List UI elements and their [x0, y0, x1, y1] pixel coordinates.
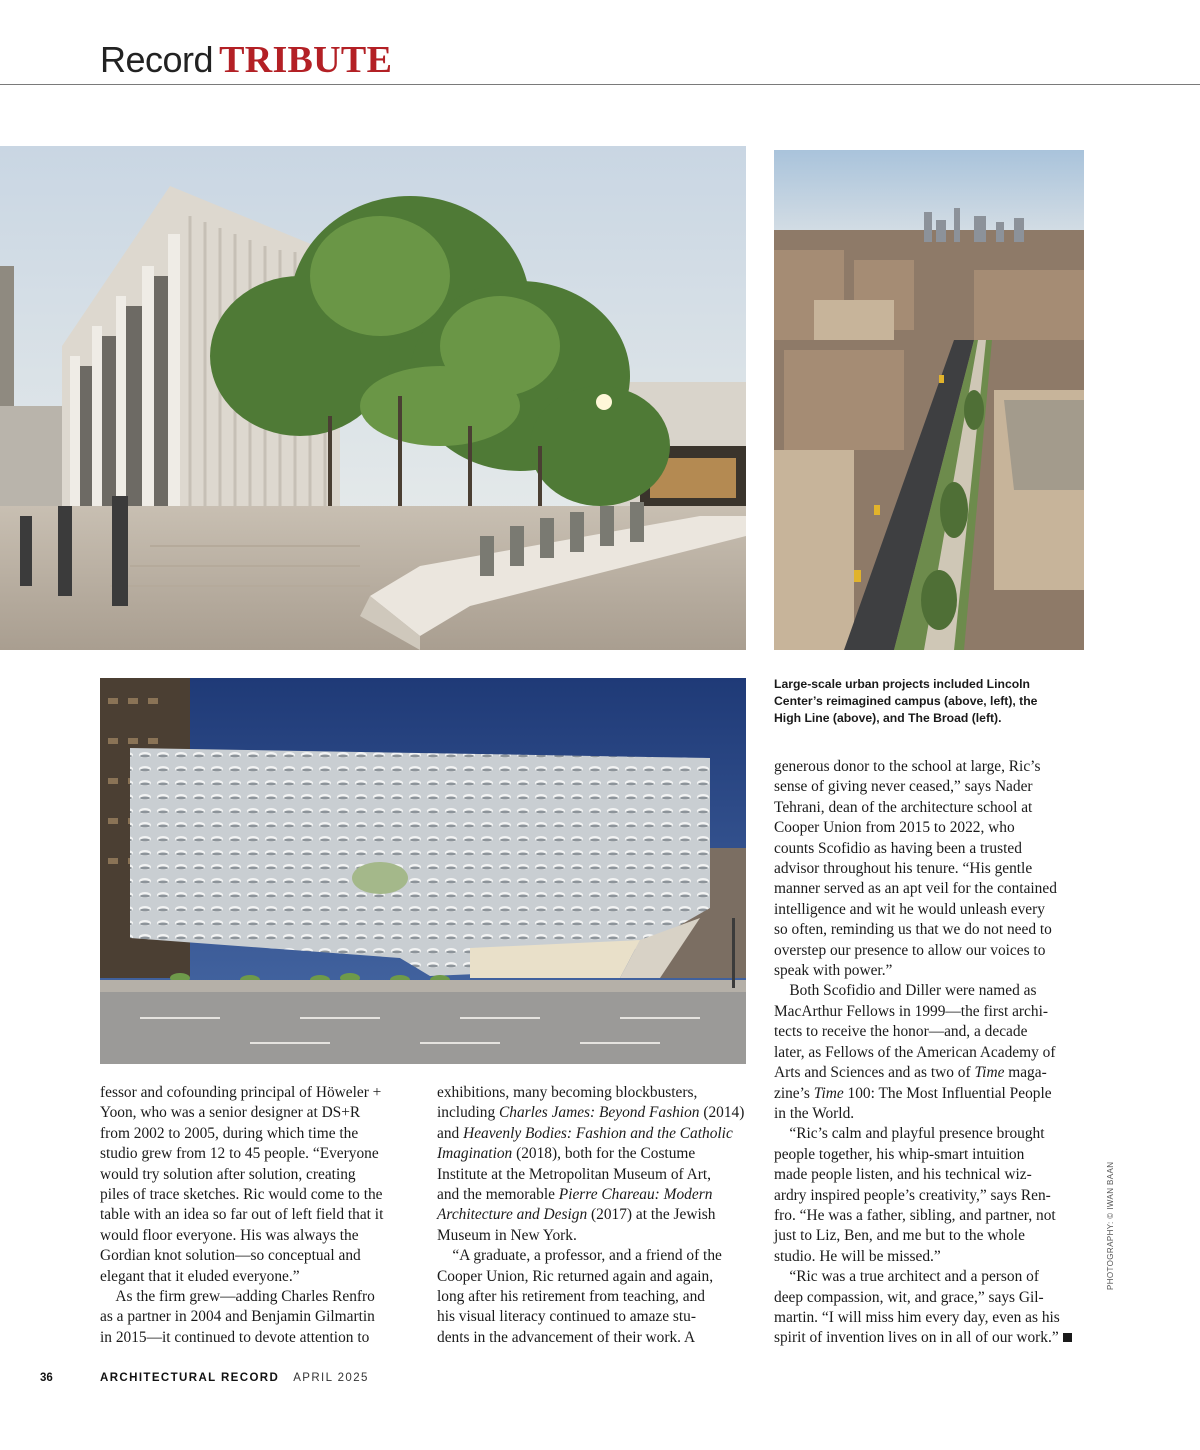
- body-text: (2017) at the Jewish: [587, 1206, 716, 1224]
- body-line: exhibitions, many becoming blockbusters,: [437, 1084, 698, 1101]
- body-line: just to Liz, Ben, and me but to the whole: [774, 1227, 1025, 1245]
- body-line: “Ric was a true architect and a person of: [774, 1268, 1039, 1286]
- body-column-3: [774, 757, 1084, 1349]
- exhibition-title: Imagination: [437, 1145, 513, 1163]
- body-line: so often, reminding us that we do not need to: [774, 921, 1052, 939]
- body-line: overstep our presence to allow our voices to: [774, 941, 1046, 959]
- body-line: Both Scofidio and Diller were named as: [774, 982, 1037, 1000]
- body-line: tects to receive the honor—and, a decade: [774, 1023, 1028, 1041]
- caption-line: Center’s reimagined campus (above, left), the: [774, 694, 1038, 708]
- body-text: spirit of invention lives on in all of our work.”: [774, 1329, 1059, 1347]
- body-line: Yoon, who was a senior designer at DS+R: [100, 1104, 361, 1122]
- body-line: Cooper Union, Ric returned again and again,: [437, 1267, 714, 1285]
- body-line: As the firm grew—adding Charles Renfro: [100, 1288, 375, 1306]
- body-line: his visual literacy continued to amaze stu-: [437, 1308, 696, 1326]
- body-line: [774, 1084, 1084, 1104]
- body-line: [437, 1144, 747, 1164]
- body-line: made people listen, and his technical wiz-: [774, 1166, 1032, 1184]
- exhibition-title: Charles James: Beyond Fashion: [498, 1104, 700, 1122]
- caption-line: High Line (above), and The Broad (left).: [774, 711, 1002, 725]
- section-label: Record: [100, 39, 214, 80]
- body-text: zine’s: [774, 1084, 814, 1102]
- body-line: Tehrani, dean of the architecture school at: [774, 798, 1033, 816]
- page-footer: [40, 1372, 369, 1384]
- section-title: TRIBUTE: [219, 39, 393, 81]
- body-line: Museum in New York.: [437, 1226, 577, 1244]
- body-line: would floor everyone. His was always the: [100, 1226, 359, 1244]
- body-line: [437, 1124, 747, 1144]
- photo-credit-text: PHOTOGRAPHY: © IWAN BAAN: [1106, 1161, 1115, 1290]
- body-line: in 2015—it continued to devote attention to: [100, 1328, 370, 1346]
- body-line: generous donor to the school at large, Ric’s: [774, 758, 1041, 775]
- body-line: deep compassion, wit, and grace,” says Gil-: [774, 1288, 1044, 1306]
- body-line: Institute at the Metropolitan Museum of Art,: [437, 1165, 711, 1183]
- body-line: martin. “I will miss him every day, even as his: [774, 1308, 1060, 1326]
- magazine-name: ARCHITECTURAL RECORD: [100, 1372, 280, 1384]
- section-header: [100, 38, 392, 86]
- body-line: fessor and cofounding principal of Höweler +: [100, 1084, 382, 1101]
- end-mark-icon: [1063, 1333, 1072, 1342]
- body-column-1: [100, 1083, 410, 1348]
- body-line: “Ric’s calm and playful presence brought: [774, 1125, 1045, 1143]
- body-line: Gordian knot solution—so conceptual and: [100, 1247, 361, 1265]
- body-line: later, as Fellows of the American Academy of: [774, 1043, 1056, 1061]
- photo-caption: [774, 676, 1074, 727]
- body-line: advisor throughout his tenure. “His gentle: [774, 860, 1033, 878]
- issue-date: APRIL 2025: [293, 1372, 369, 1384]
- body-line: table with an idea so far out of left field that it: [100, 1206, 384, 1224]
- body-line: from 2002 to 2005, during which time the: [100, 1124, 359, 1142]
- magazine-title: Time: [974, 1064, 1005, 1082]
- lincoln-center-photo: [0, 146, 746, 650]
- exhibition-title: Pierre Chareau: Modern: [558, 1186, 713, 1204]
- body-line: elegant that it eluded everyone.”: [100, 1267, 300, 1285]
- body-text: and the memorable: [437, 1186, 559, 1204]
- body-text: Arts and Sciences and as two of: [774, 1064, 975, 1082]
- body-text: 100: The Most Influential People: [843, 1084, 1052, 1102]
- body-line: fro. “He was a father, sibling, and partner, not: [774, 1206, 1056, 1224]
- body-line: studio grew from 12 to 45 people. “Everyone: [100, 1145, 379, 1163]
- exhibition-title: Architecture and Design: [437, 1206, 588, 1224]
- body-text: maga-: [1004, 1064, 1047, 1082]
- body-line: [774, 1063, 1084, 1083]
- body-line: [774, 1328, 1084, 1348]
- body-line: Cooper Union from 2015 to 2022, who: [774, 819, 1015, 837]
- body-line: dents in the advancement of their work. A: [437, 1328, 696, 1346]
- body-text: (2018), both for the Costume: [512, 1145, 696, 1163]
- header-rule: [0, 84, 1200, 85]
- magazine-title: Time: [813, 1084, 844, 1102]
- body-line: studio. He will be missed.”: [774, 1247, 941, 1265]
- body-line: piles of trace sketches. Ric would come to the: [100, 1186, 383, 1204]
- high-line-photo: [774, 150, 1084, 650]
- body-line: intelligence and wit he would unleash every: [774, 900, 1045, 918]
- body-line: [437, 1103, 747, 1123]
- body-text: and: [437, 1124, 464, 1142]
- body-line: [437, 1205, 747, 1225]
- body-line: long after his retirement from teaching, and: [437, 1288, 705, 1306]
- body-line: as a partner in 2004 and Benjamin Gilmartin: [100, 1308, 375, 1326]
- body-line: in the World.: [774, 1104, 855, 1122]
- body-line: counts Scofidio as having been a trusted: [774, 839, 1022, 857]
- body-line: manner served as an apt veil for the contained: [774, 880, 1057, 898]
- body-text: including: [437, 1104, 499, 1122]
- body-line: [437, 1185, 747, 1205]
- caption-line: Large-scale urban projects included Lincoln: [774, 677, 1030, 691]
- body-column-2: [437, 1083, 747, 1348]
- exhibition-title: Heavenly Bodies: Fashion and the Catholic: [463, 1124, 733, 1142]
- body-line: “A graduate, a professor, and a friend of the: [437, 1247, 722, 1265]
- body-line: ardry inspired people’s creativity,” says Ren-: [774, 1186, 1051, 1204]
- body-text: (2014): [699, 1104, 745, 1122]
- page-number: 36: [40, 1372, 53, 1384]
- body-line: speak with power.”: [774, 962, 893, 980]
- body-line: sense of giving never ceased,” says Nader: [774, 778, 1033, 796]
- body-line: MacArthur Fellows in 1999—the first archi-: [774, 1002, 1048, 1020]
- the-broad-photo: [100, 678, 746, 1064]
- body-line: people together, his whip-smart intuition: [774, 1145, 1025, 1163]
- body-line: would try solution after solution, creating: [100, 1165, 356, 1183]
